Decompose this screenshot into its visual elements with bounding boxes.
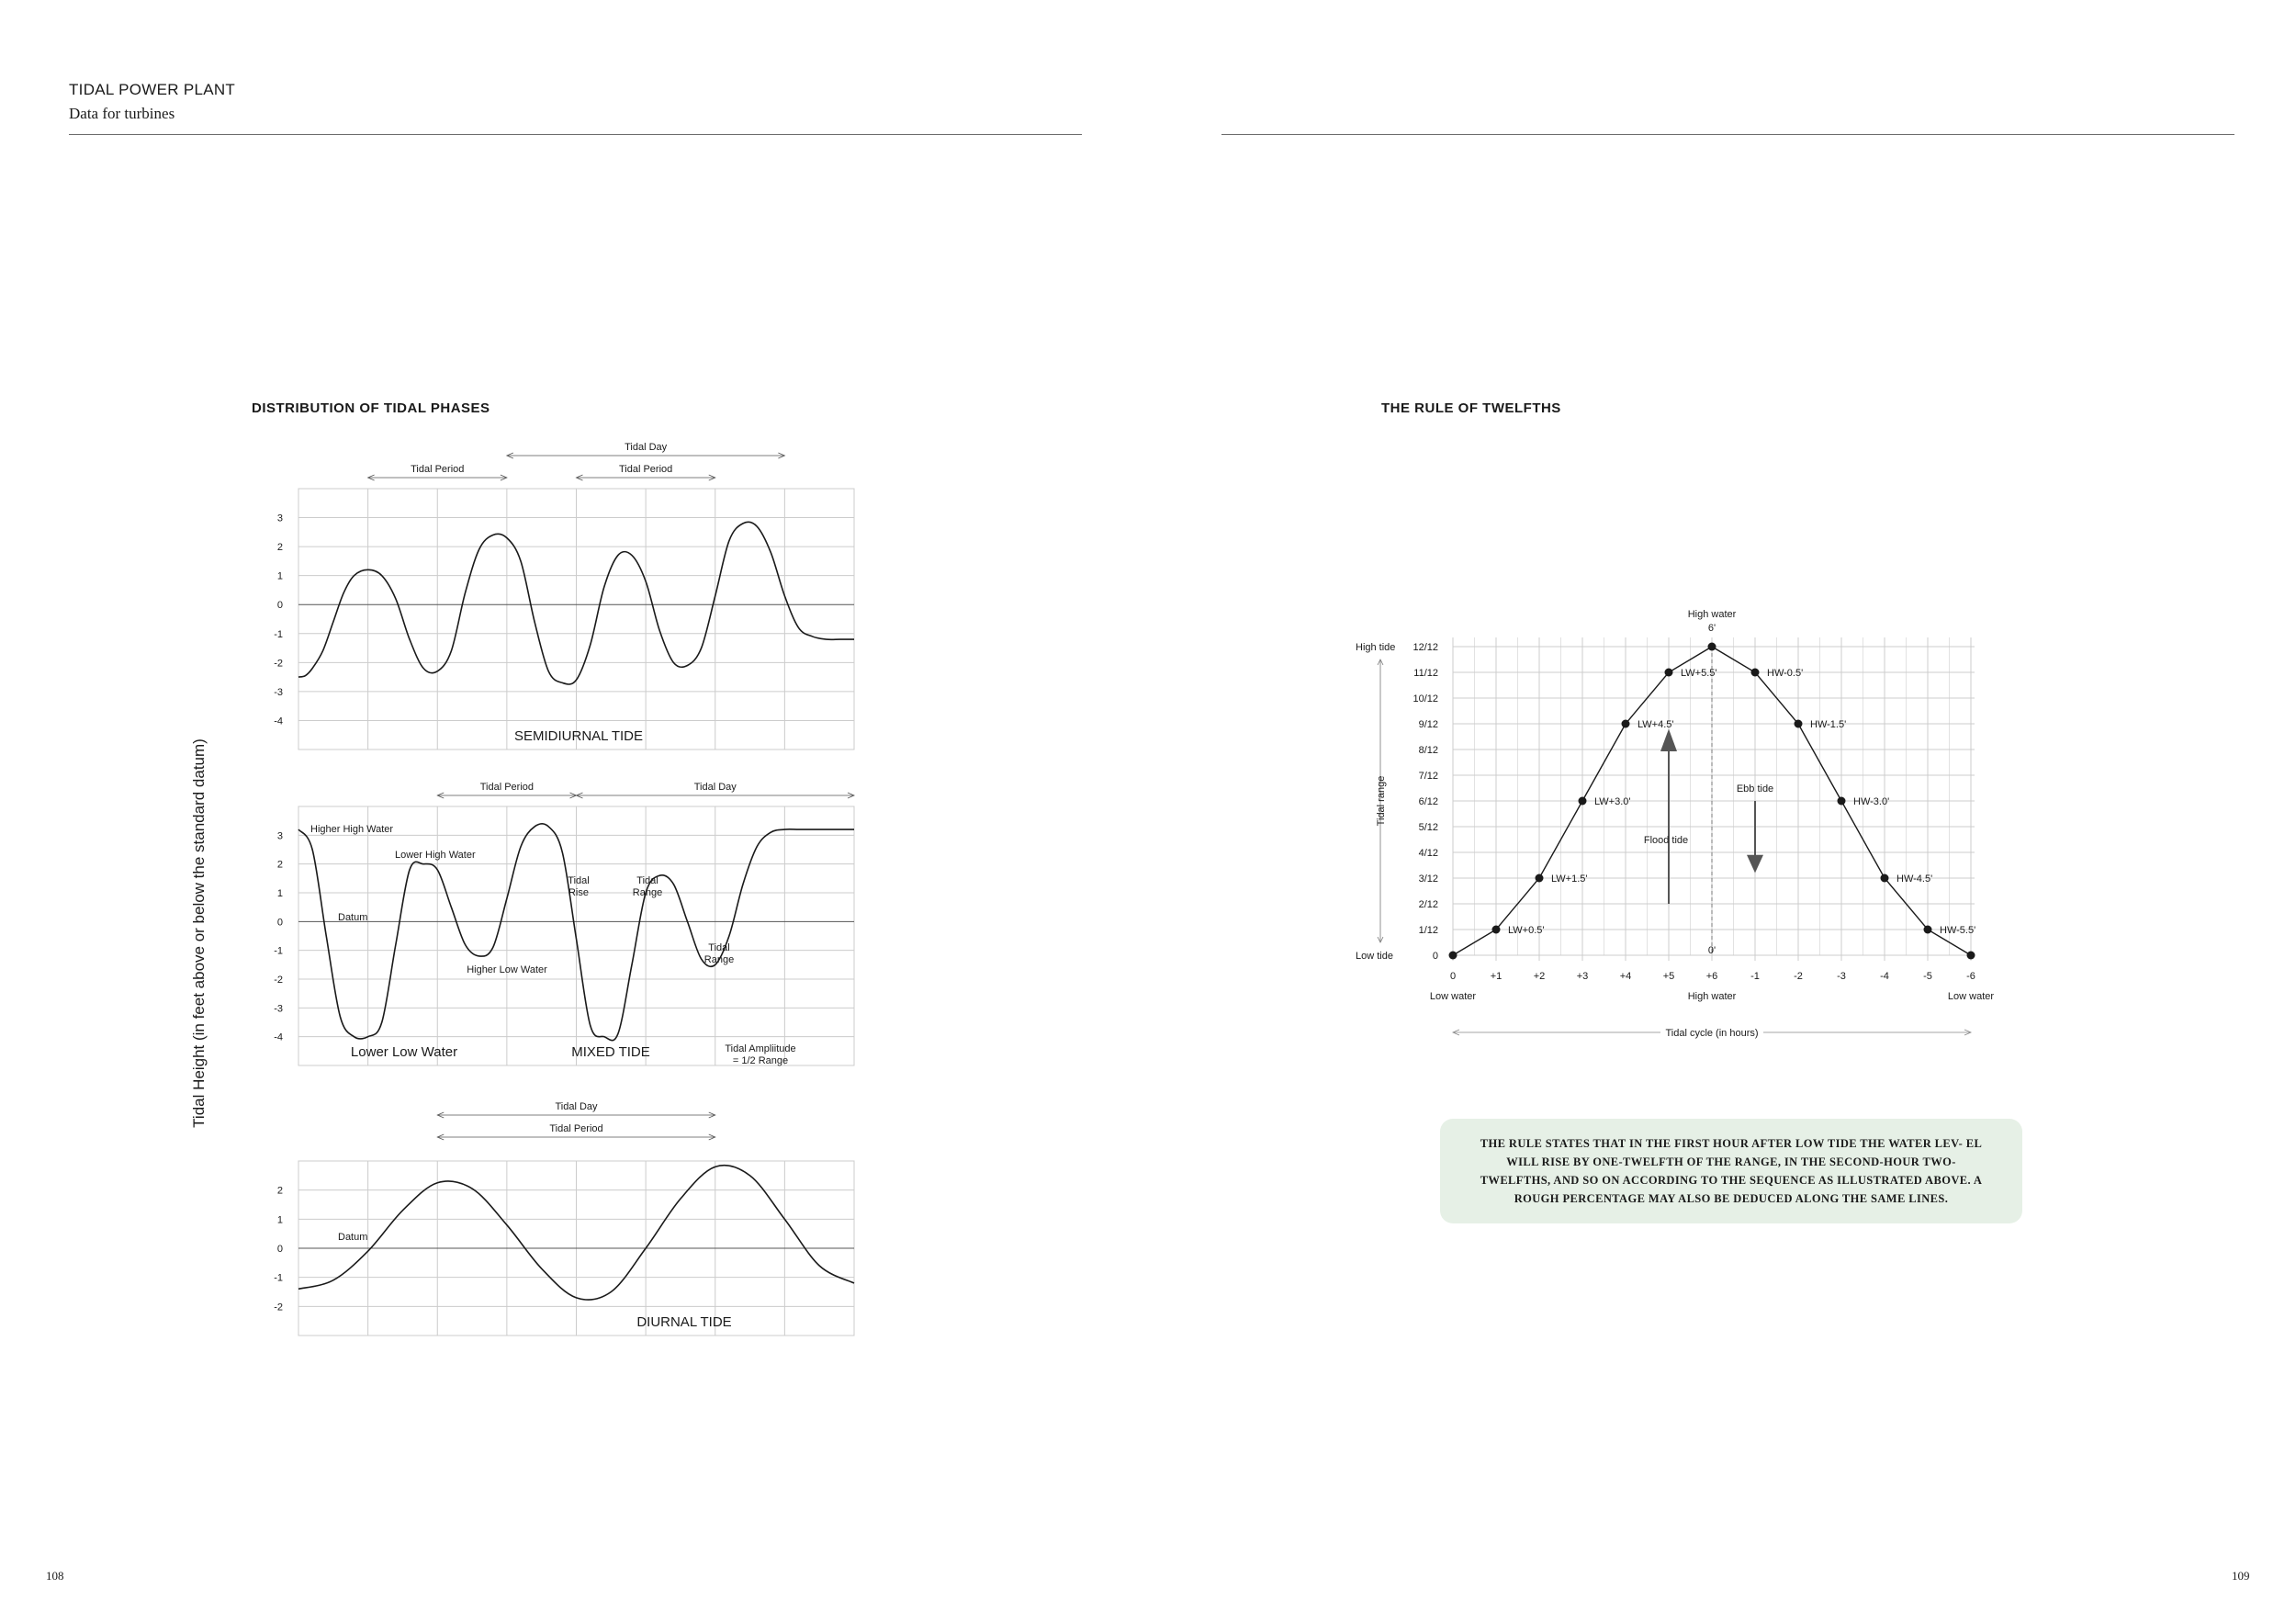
point-label: LW+3.0' [1594,796,1631,807]
data-point [1924,926,1932,934]
y-tick-label: 0 [276,917,283,929]
mixed-annotation [467,964,547,975]
point-label: HW-3.0' [1853,796,1890,807]
x-tick-label: +1 [1490,971,1503,982]
y-tick-label: 7/12 [1418,771,1438,782]
x-tick-label: -2 [1794,971,1803,982]
y-tick-label: 11/12 [1413,668,1438,679]
y-tick-label: 0 [276,600,283,612]
data-point [1449,952,1458,960]
mixed-annotation [704,942,734,965]
x-tick-label: -4 [1880,971,1889,982]
x-tick-label: -1 [1750,971,1760,982]
point-label: LW+4.5' [1638,719,1674,730]
page-number-left: 108 [46,1569,64,1583]
y-tick-label: -4 [274,716,283,727]
y-tick-label: -4 [274,1031,283,1043]
ebb-tide-label: Ebb tide [1736,783,1774,795]
point-label: LW+0.5' [1508,925,1545,936]
y-tick-label: 9/12 [1418,719,1438,730]
mixed-annotation-line: = 1/2 Range [732,1055,789,1066]
data-point [1536,874,1544,883]
high-water-bottom-label: High water [1687,991,1737,1002]
mixed-annotation-line: Range [632,887,663,898]
data-point [1492,926,1501,934]
mixed-annotation-line: Lower Low Water [350,1044,458,1060]
x-tick-label: +5 [1662,971,1675,982]
x-tick-label: -3 [1837,971,1846,982]
high-water-value-label: 6' [1707,623,1716,634]
mixed-annotation-line: Tidal [708,942,730,953]
y-tick-label: 5/12 [1418,822,1438,833]
header-rule-left [69,134,1082,135]
data-point [1838,797,1846,806]
mixed-annotation [725,1043,795,1066]
y-tick-label: 10/12 [1412,693,1438,704]
span-1-label: Tidal Period [411,464,465,475]
y-tick-label: 2/12 [1418,899,1438,910]
point-label: HW-1.5' [1810,719,1847,730]
mixed-annotation [351,1044,457,1060]
header-rule-right [1221,134,2234,135]
tide-type-label: SEMIDIURNAL TIDE [513,728,644,744]
flood-arrow-head-icon [1660,729,1677,751]
y-tick-label: -3 [274,686,283,698]
mixed-annotation [633,875,662,898]
semidiurnal-tide-chart [257,430,918,761]
y-tick-label: 3/12 [1418,873,1438,885]
mixed-annotation-line: Tidal [636,875,658,886]
y-tick-label: 4/12 [1418,848,1438,859]
data-point [1622,720,1630,728]
rule-explanation-box [1440,1119,2022,1223]
low-water-right-label: Low water [1947,991,1995,1002]
x-tick-label: +6 [1705,971,1718,982]
x-tick-label: +4 [1619,971,1632,982]
tide-type-label: MIXED TIDE [571,1044,650,1060]
diurnal-tide-chart [257,1095,918,1343]
y-tick-label: 2 [276,542,283,554]
y-tick-label: -2 [274,975,283,986]
data-point [1795,720,1803,728]
mixed-annotation-line: Datum [338,912,368,923]
tide-type-label: DIURNAL TIDE [636,1314,732,1330]
y-tick-label: 2 [276,859,283,871]
mixed-annotation-line: Tidal Ampliitude [725,1043,796,1054]
mixed-annotation [568,875,589,898]
data-point [1881,874,1889,883]
mixed-annotation-line: Tidal [568,875,590,886]
rule-of-twelfths-chart [1350,588,2048,1047]
mixed-annotation [338,912,367,923]
y-tick-label: -1 [274,1272,283,1284]
mixed-annotation [310,824,393,835]
page-number-right: 109 [2232,1569,2250,1583]
point-label: HW-5.5' [1940,925,1976,936]
mixed-annotation-line: Higher Low Water [467,964,547,975]
data-point [1708,643,1716,651]
zero-feet-label: 0' [1707,945,1716,956]
y-tick-label: -2 [274,1302,283,1313]
rule-explanation-text: THE RULE STATES THAT IN THE FIRST HOUR AFTER LOW TIDE THE WATER LEV- EL WILL RISE BY ONE-TWELFTH OF THE RANGE, IN THE SECOND-HOUR TWO- TWELFTHS, AND SO ON ACCORDING TO THE SEQUENCE AS ILLUSTRATED ABOVE. A ROUGH PERCENTAGE MAY ALSO BE DEDUCED ALONG THE SAME LINES. [1480,1137,1983,1205]
point-label: HW-4.5' [1896,873,1933,885]
section-title-rule-of-twelfths: THE RULE OF TWELFTHS [1381,400,1561,416]
high-water-top-label: High water [1687,609,1737,620]
span-1-label: Tidal Day [693,782,737,793]
y-tick-label: 1 [276,570,283,582]
diurnal-datum-label: Datum [338,1232,368,1243]
span-2-label: Tidal Period [618,464,673,475]
y-tick-label: 6/12 [1418,796,1438,807]
x-tick-label: 0 [1449,971,1457,982]
document-title: TIDAL POWER PLANT [69,81,236,98]
mixed-annotation-line: Range [703,954,735,965]
section-title-tidal-phases: DISTRIBUTION OF TIDAL PHASES [252,400,490,416]
flood-tide-label: Flood tide [1643,835,1689,846]
x-tick-label: +2 [1533,971,1546,982]
mixed-annotation [395,850,476,861]
span-0-label: Tidal Day [625,442,668,453]
y-tick-label: 8/12 [1418,745,1438,756]
data-point [1967,952,1975,960]
y-tick-label: 1/12 [1418,925,1438,936]
x-tick-label: -6 [1966,971,1975,982]
mixed-annotation-line: Higher High Water [310,824,394,835]
tidal-cycle-axis-label: Tidal cycle (in hours) [1665,1028,1759,1039]
x-tick-label: -5 [1923,971,1932,982]
y-tick-label: 3 [276,513,283,524]
data-point [1751,669,1760,677]
y-tick-label: 12/12 [1412,642,1438,653]
y-tick-label: 0 [1432,951,1438,962]
y-tick-label: 1 [276,1214,283,1226]
span-1-label: Tidal Period [549,1123,603,1134]
tidal-range-axis-label: Tidal range [1376,775,1387,827]
mixed-annotation-line: Lower High Water [395,850,476,861]
y-tick-label: -1 [274,945,283,957]
y-tick-label: 0 [276,1244,283,1255]
span-0-label: Tidal Day [555,1101,598,1112]
ebb-arrow-head-icon [1747,855,1763,873]
low-water-left-label: Low water [1429,991,1477,1002]
mixed-annotation-line: Rise [568,887,590,898]
y-tick-label: 1 [276,888,283,899]
x-tick-label: +3 [1576,971,1589,982]
low-tide-label: Low tide [1356,951,1393,962]
mixed-tide-chart [257,770,918,1073]
point-label: LW+5.5' [1681,668,1717,679]
point-label: HW-0.5' [1767,668,1804,679]
high-tide-label: High tide [1356,642,1396,653]
y-tick-label: 3 [276,830,283,842]
y-tick-label: -1 [274,628,283,640]
tidal-height-axis-title: Tidal Height (in feet above or below the standard datum) [190,738,208,1128]
y-tick-label: 2 [276,1185,283,1197]
document-subtitle: Data for turbines [69,105,175,122]
data-point [1665,669,1673,677]
point-label: LW+1.5' [1551,873,1588,885]
data-point [1579,797,1587,806]
span-0-label: Tidal Period [479,782,535,793]
y-tick-label: -3 [274,1003,283,1015]
y-tick-label: -2 [274,658,283,670]
